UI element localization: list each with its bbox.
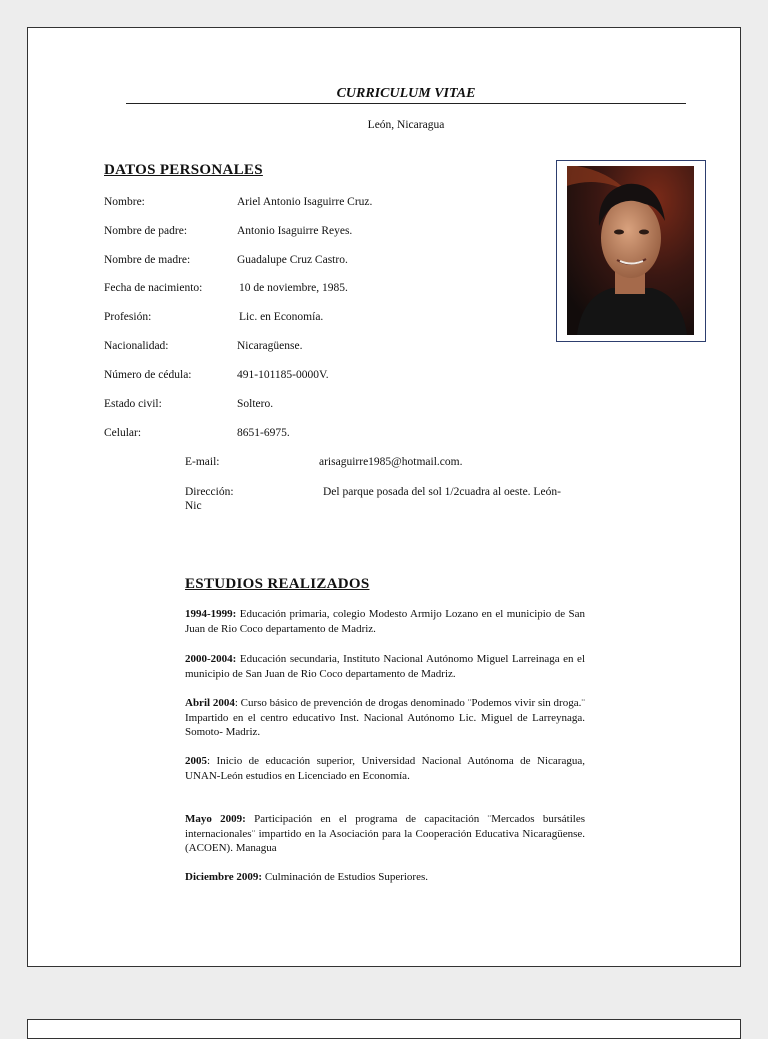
field-label: Dirección: — [185, 486, 234, 498]
study-item — [185, 696, 585, 740]
study-text: Participación en el programa de capacitación ¨Mercados bursátiles internacionales¨ impartido en la Asociación para la Cooperación Educativa Nicaragüense. (ACOEN). Managua — [185, 813, 586, 854]
field-value: Del parque posada del sol 1/2cuadra al oeste. León- — [323, 486, 561, 498]
next-page-edge — [27, 1019, 741, 1039]
field-label: Celular: — [104, 427, 142, 439]
field-label: E-mail: — [185, 456, 220, 468]
location-text: León, Nicaragua — [367, 119, 445, 131]
study-item — [185, 870, 585, 885]
cv-page — [27, 27, 741, 967]
field-label: Número de cédula: — [104, 369, 192, 381]
field-value: 10 de noviembre, 1985. — [239, 282, 348, 294]
study-date: Abril 2004 — [185, 697, 235, 709]
field-value: Guadalupe Cruz Castro. — [237, 254, 348, 266]
study-text: Culminación de Estudios Superiores. — [262, 871, 428, 883]
field-label: Profesión: — [104, 311, 152, 323]
field-value: 491-101185-0000V. — [237, 369, 329, 381]
field-label: Nacionalidad: — [104, 340, 169, 352]
study-item — [185, 607, 585, 636]
study-date: 1994-1999: — [185, 608, 237, 620]
study-date: 2005 — [185, 755, 207, 767]
profile-photo-frame — [556, 160, 706, 342]
field-value-continued: Nic — [185, 500, 202, 512]
field-value: Nicaragüense. — [237, 340, 303, 352]
personal-data-heading: DATOS PERSONALES — [104, 162, 263, 178]
study-text: : Inicio de educación superior, Universidad Nacional Autónoma de Nicaragua, UNAN-León estudios en Licenciado en Economía. — [185, 755, 585, 782]
field-value: Soltero. — [237, 398, 274, 410]
study-text: : Curso básico de prevención de drogas denominado ¨Podemos vivir sin droga.¨ Impartido en el centro educativo Inst. Nacional Autónomo Lic. Miguel de Larreynaga. Somoto- Madriz. — [185, 697, 586, 738]
field-value: Antonio Isaguirre Reyes. — [237, 225, 353, 237]
study-item — [185, 754, 585, 783]
field-label: Fecha de nacimiento: — [104, 282, 203, 294]
profile-photo — [567, 166, 694, 335]
field-label: Nombre: — [104, 196, 145, 208]
study-text: Educación primaria, colegio Modesto Armijo Lozano en el municipio de San Juan de Rio Coco departamento de Madriz. — [185, 608, 585, 635]
studies-heading: ESTUDIOS REALIZADOS — [185, 576, 370, 592]
field-value: Lic. en Economía. — [239, 311, 324, 323]
study-item — [185, 812, 585, 856]
study-date: Mayo 2009: — [185, 813, 246, 825]
field-label: Nombre de padre: — [104, 225, 188, 237]
study-date: 2000-2004: — [185, 653, 237, 665]
study-date: Diciembre 2009: — [185, 871, 263, 883]
email-value: arisaguirre1985@hotmail.com. — [319, 456, 463, 468]
field-label: Nombre de madre: — [104, 254, 191, 266]
field-label: Estado civil: — [104, 398, 162, 410]
field-value: Ariel Antonio Isaguirre Cruz. — [237, 196, 373, 208]
study-text: Educación secundaria, Instituto Nacional Autónomo Miguel Larreinaga en el municipio de San Juan de Rio Coco departamento de Madriz. — [185, 653, 585, 680]
page-title: CURRICULUM VITAE — [126, 86, 686, 104]
field-value: 8651-6975. — [237, 427, 290, 439]
study-item — [185, 652, 585, 681]
